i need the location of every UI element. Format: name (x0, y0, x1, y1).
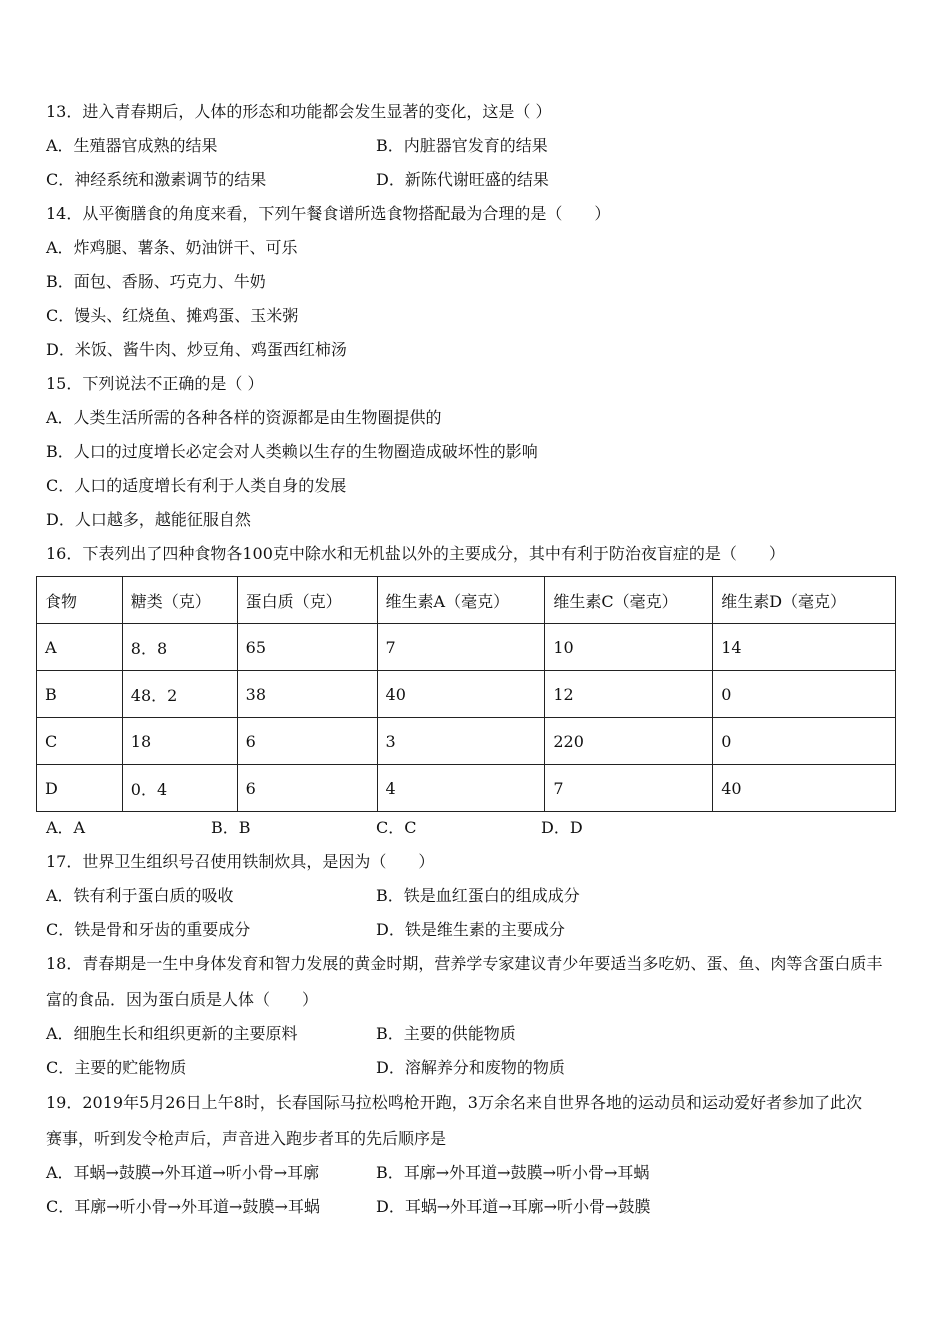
table-header-cell: 蛋白质（克） (237, 577, 377, 624)
table-cell: 12 (545, 671, 713, 718)
q18-stem-line2: 富的食品．因为蛋白质是人体（ ） (46, 990, 319, 1009)
table-cell: 8．8 (122, 624, 237, 671)
table-row (37, 718, 896, 765)
q16-option-c: C．C (376, 818, 417, 837)
q18-stem-line1: 18．青春期是一生中身体发育和智力发展的黄金时期，营养学专家建议青少年要适当多吃奶、蛋、鱼、肉等含蛋白质丰 (46, 954, 883, 973)
q13-option-c: C．神经系统和激素调节的结果 (46, 170, 267, 189)
q14-stem: 14．从平衡膳食的角度来看，下列午餐食谱所选食物搭配最为合理的是（ ） (46, 204, 611, 223)
table-cell: D (37, 765, 123, 812)
q19-option-c: C．耳廓→听小骨→外耳道→鼓膜→耳蜗 (46, 1197, 320, 1216)
table-header-cell: 维生素C（毫克） (545, 577, 713, 624)
q16-option-d: D．D (541, 818, 583, 837)
table-cell: 6 (237, 718, 377, 765)
table-header-cell: 维生素A（毫克） (377, 577, 545, 624)
table-cell: 7 (545, 765, 713, 812)
q15-option-c: C．人口的适度增长有利于人类自身的发展 (46, 476, 347, 495)
q18-option-b: B．主要的供能物质 (376, 1024, 516, 1043)
q17-option-c: C．铁是骨和牙齿的重要成分 (46, 920, 251, 939)
table-cell: B (37, 671, 123, 718)
table-cell: 220 (545, 718, 713, 765)
table-cell: A (37, 624, 123, 671)
q13-option-b: B．内脏器官发育的结果 (376, 136, 548, 155)
q19-option-a: A．耳蜗→鼓膜→外耳道→听小骨→耳廓 (46, 1163, 320, 1182)
table-header-cell: 糖类（克） (122, 577, 237, 624)
table-cell: 40 (713, 765, 896, 812)
table-cell: 18 (122, 718, 237, 765)
q19-option-b: B．耳廓→外耳道→鼓膜→听小骨→耳蜗 (376, 1163, 650, 1182)
table-cell: 0 (713, 718, 896, 765)
q19-stem-line1: 19．2019年5月26日上午8时，长春国际马拉松鸣枪开跑，3万余名来自世界各地的运动员和运动爱好者参加了此次 (46, 1093, 862, 1112)
table-cell: 65 (237, 624, 377, 671)
q14-option-b: B．面包、香肠、巧克力、牛奶 (46, 272, 266, 291)
table-row (37, 765, 896, 812)
table-cell: 3 (377, 718, 545, 765)
table-header-cell: 维生素D（毫克） (713, 577, 896, 624)
q15-option-d: D．人口越多，越能征服自然 (46, 510, 251, 529)
q15-stem: 15．下列说法不正确的是（ ） (46, 374, 264, 393)
table-cell: 40 (377, 671, 545, 718)
q18-option-d: D．溶解养分和废物的物质 (376, 1058, 565, 1077)
q15-option-a: A．人类生活所需的各种各样的资源都是由生物圈提供的 (46, 408, 442, 427)
q17-option-a: A．铁有利于蛋白质的吸收 (46, 886, 234, 905)
q17-option-d: D．铁是维生素的主要成分 (376, 920, 565, 939)
table-cell: 4 (377, 765, 545, 812)
table-cell: 0 (713, 671, 896, 718)
q19-option-d: D．耳蜗→外耳道→耳廓→听小骨→鼓膜 (376, 1197, 651, 1216)
q13-stem: 13．进入青春期后，人体的形态和功能都会发生显著的变化，这是（ ） (46, 102, 552, 121)
table-cell: 0．4 (122, 765, 237, 812)
q14-option-c: C．馒头、红烧鱼、摊鸡蛋、玉米粥 (46, 306, 299, 325)
table-cell: 10 (545, 624, 713, 671)
table-cell: 48．2 (122, 671, 237, 718)
table-cell: 38 (237, 671, 377, 718)
q16-option-b: B．B (211, 818, 251, 837)
q14-option-d: D．米饭、酱牛肉、炒豆角、鸡蛋西红柿汤 (46, 340, 347, 359)
table-row (37, 624, 896, 671)
nutrition-table (36, 576, 896, 812)
q16-stem: 16．下表列出了四种食物各100克中除水和无机盐以外的主要成分，其中有利于防治夜盲症的是（ ） (46, 544, 785, 563)
q13-option-a: A．生殖器官成熟的结果 (46, 136, 218, 155)
table-cell: 7 (377, 624, 545, 671)
table-header-row (37, 577, 896, 624)
q18-option-c: C．主要的贮能物质 (46, 1058, 187, 1077)
q16-option-a: A．A (46, 818, 86, 837)
table-row (37, 671, 896, 718)
table-cell: C (37, 718, 123, 765)
q17-option-b: B．铁是血红蛋白的组成成分 (376, 886, 580, 905)
q18-option-a: A．细胞生长和组织更新的主要原料 (46, 1024, 298, 1043)
q14-option-a: A．炸鸡腿、薯条、奶油饼干、可乐 (46, 238, 298, 257)
q15-option-b: B．人口的过度增长必定会对人类赖以生存的生物圈造成破坏性的影响 (46, 442, 538, 461)
q19-stem-line2: 赛事，听到发令枪声后，声音进入跑步者耳的先后顺序是 (46, 1129, 447, 1148)
q17-stem: 17．世界卫生组织号召使用铁制炊具，是因为（ ） (46, 852, 435, 871)
table-cell: 6 (237, 765, 377, 812)
q13-option-d: D．新陈代谢旺盛的结果 (376, 170, 549, 189)
table-header-cell: 食物 (37, 577, 123, 624)
table-cell: 14 (713, 624, 896, 671)
